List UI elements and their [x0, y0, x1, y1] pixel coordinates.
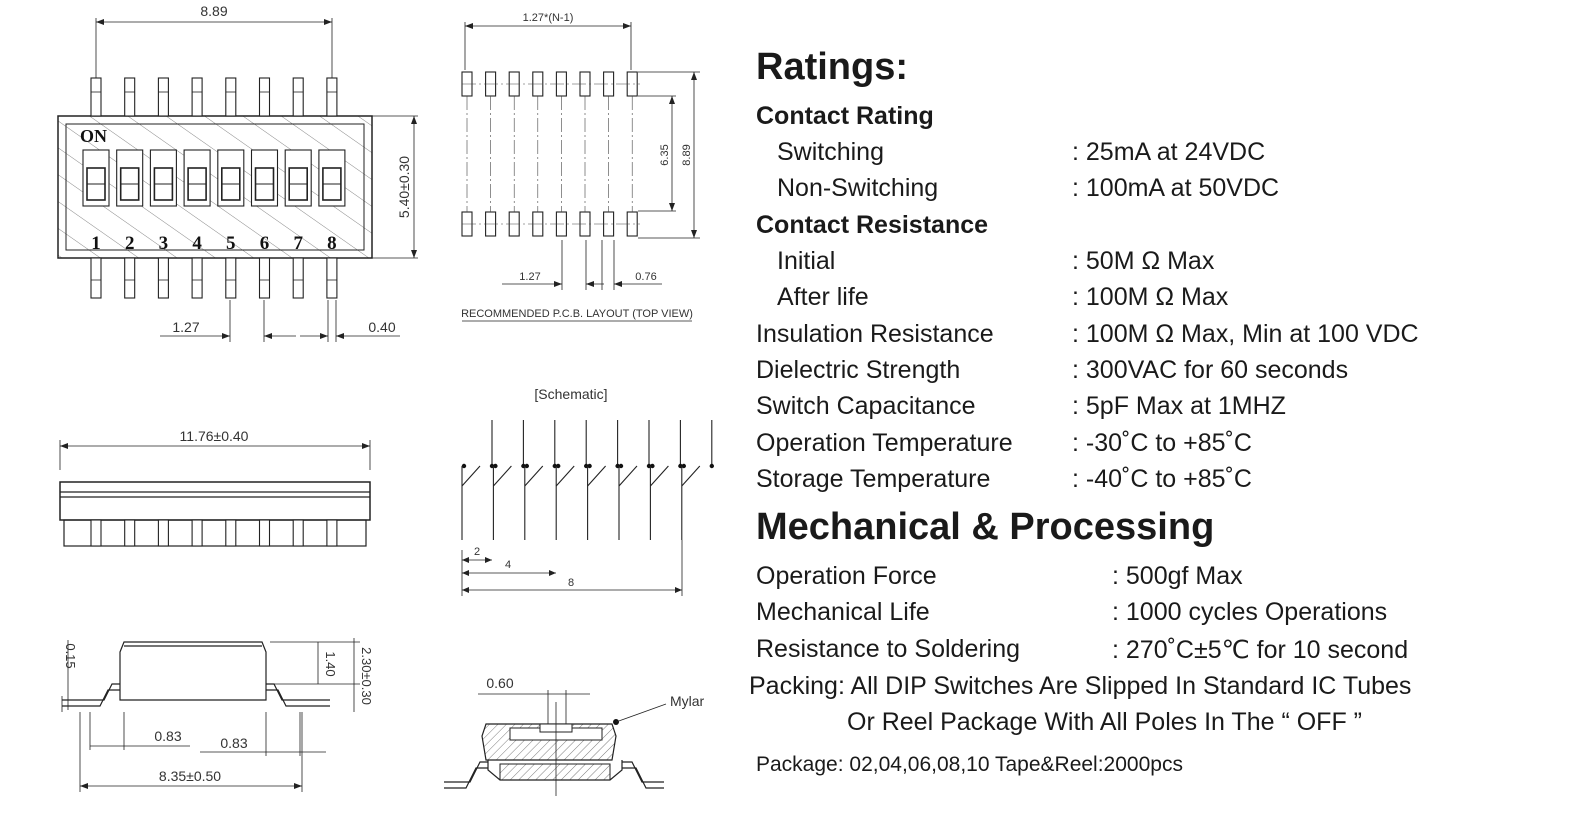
pcb-outer-dim: 8.89	[681, 144, 693, 166]
technical-drawing	[0, 0, 745, 815]
section-dim: 0.60	[486, 675, 514, 691]
top-pin	[158, 78, 168, 116]
top-width-dim: 8.89	[200, 3, 228, 19]
dielectric-label: Dielectric Strength	[756, 356, 961, 384]
top-pin	[192, 258, 202, 298]
schem-dim-2: 2	[473, 546, 481, 558]
dielectric-value: : 300VAC for 60 seconds	[1072, 356, 1349, 384]
profile-total-height: 2.30±0.30	[359, 647, 374, 705]
contact-rating-title: Contact Rating	[756, 102, 934, 130]
profile-view	[62, 638, 374, 792]
nonswitching-value: : 100mA at 50VDC	[1072, 174, 1280, 202]
switch-number: 1	[91, 233, 101, 254]
op-force-value: : 500gf Max	[1112, 562, 1243, 590]
mech-life-label: Mechanical Life	[756, 598, 930, 626]
packing-line-1: Packing: All DIP Switches Are Slipped In Standard IC Tubes	[749, 672, 1412, 700]
top-pin	[260, 258, 270, 298]
solder-value: : 270˚C±5℃ for 10 second	[1112, 636, 1409, 664]
pcb-layout	[461, 12, 700, 321]
top-pin	[226, 258, 236, 298]
switching-value: : 25mA at 24VDC	[1072, 138, 1266, 166]
top-pin	[226, 78, 236, 116]
on-label: ON	[80, 126, 107, 146]
side-view	[60, 428, 370, 546]
storage-temp-label: Storage Temperature	[756, 465, 991, 493]
switch-number: 8	[327, 233, 337, 254]
top-pin-width-dim: 0.40	[368, 319, 396, 335]
top-pin	[192, 78, 202, 116]
schematic	[462, 386, 714, 596]
top-pin	[293, 78, 303, 116]
top-pin	[158, 258, 168, 298]
nonswitching-label: Non-Switching	[777, 174, 939, 202]
insulation-label: Insulation Resistance	[756, 320, 994, 348]
profile-lead-thickness: 0.15	[63, 643, 78, 669]
storage-temp-value: : -40˚C to +85˚C	[1072, 465, 1252, 493]
side-pin	[91, 520, 101, 546]
side-pin	[125, 520, 135, 546]
top-pin	[91, 258, 101, 298]
mech-life-value: : 1000 cycles Operations	[1112, 598, 1388, 626]
switch-number: 5	[226, 233, 236, 254]
initial-label: Initial	[777, 247, 836, 275]
side-pin	[158, 520, 168, 546]
top-pin	[293, 258, 303, 298]
op-force-label: Operation Force	[756, 562, 937, 590]
switching-label: Switching	[777, 138, 884, 166]
pcb-pitch-formula: 1.27*(N-1)	[522, 12, 574, 24]
switch-number: 6	[259, 233, 270, 254]
op-temp-label: Operation Temperature	[756, 429, 1013, 457]
cross-section	[444, 675, 705, 796]
mechanical-title: Mechanical & Processing	[756, 506, 1215, 548]
package-line: Package: 02,04,06,08,10 Tape&Reel:2000pcs	[756, 753, 1183, 776]
switch-number: 2	[124, 233, 135, 254]
contact-resistance-title: Contact Resistance	[756, 211, 989, 239]
schematic-title: [Schematic]	[534, 386, 608, 402]
profile-lead-1: 0.83	[154, 728, 182, 744]
pcb-pitch-dim: 1.27	[519, 271, 541, 283]
side-pin	[327, 520, 337, 546]
side-pin	[293, 520, 303, 546]
capacitance-label: Switch Capacitance	[756, 392, 976, 420]
schem-dim-4: 4	[504, 559, 512, 571]
ratings-title: Ratings:	[756, 46, 908, 88]
profile-total-width: 8.35±0.50	[158, 768, 222, 784]
insulation-value: : 100M Ω Max, Min at 100 VDC	[1072, 320, 1419, 348]
profile-body-height: 1.40	[323, 651, 338, 677]
afterlife-label: After life	[777, 283, 869, 311]
pcb-pad-dim: 0.76	[635, 271, 657, 283]
switch-number: 7	[293, 233, 303, 254]
mylar-label: Mylar	[670, 693, 705, 709]
side-pin	[192, 520, 202, 546]
top-pin	[125, 78, 135, 116]
pcb-inner-dim: 6.35	[659, 144, 671, 166]
capacitance-value: : 5pF Max at 1MHZ	[1072, 392, 1286, 420]
pcb-caption: RECOMMENDED P.C.B. LAYOUT (TOP VIEW)	[461, 308, 693, 320]
packing-line-2: Or Reel Package With All Poles In The “ OFF ”	[847, 708, 1362, 736]
side-width-dim: 11.76±0.40	[179, 428, 249, 444]
top-view	[58, 3, 418, 342]
top-pin	[91, 78, 101, 116]
side-pin	[226, 520, 236, 546]
op-temp-value: : -30˚C to +85˚C	[1072, 429, 1252, 457]
schem-dim-8: 8	[567, 577, 575, 589]
switch-number: 3	[158, 233, 169, 254]
switch-number: 4	[192, 233, 202, 254]
top-height-dim: 5.40±0.30	[396, 155, 412, 219]
profile-lead-2: 0.83	[220, 735, 248, 751]
side-pin	[260, 520, 270, 546]
top-pin	[125, 258, 135, 298]
initial-value: : 50M Ω Max	[1072, 247, 1215, 275]
solder-label: Resistance to Soldering	[756, 635, 1021, 663]
top-pin	[327, 78, 337, 116]
top-pin	[327, 258, 337, 298]
afterlife-value: : 100M Ω Max	[1072, 283, 1229, 311]
top-pitch-dim: 1.27	[172, 319, 200, 335]
top-pin	[260, 78, 270, 116]
